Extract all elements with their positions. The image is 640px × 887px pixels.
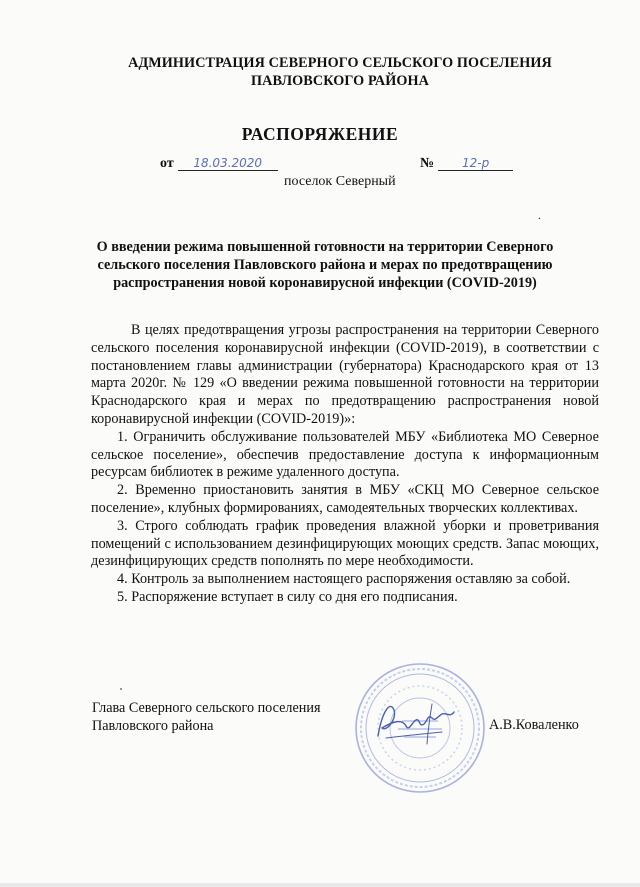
- organization-header: [60, 54, 620, 90]
- document-subject: [90, 238, 560, 292]
- order-item: 3. Строго соблюдать график проведения влажной уборки и проветривания помещений с использованием дезинфицирующих моющих средств. Запас моющих, дезинфицирующих средств пополнять по мере необходимости.: [91, 517, 599, 570]
- signatory-title: [92, 700, 320, 735]
- signatory-name: А.В.Коваленко: [489, 717, 579, 733]
- district-name: ПАВЛОВСКОГО РАЙОНА: [251, 73, 429, 89]
- number-field: [420, 156, 513, 172]
- handwritten-signature: [372, 692, 457, 752]
- number-value: 12-р: [438, 156, 513, 171]
- place-of-issue: поселок Северный: [284, 174, 396, 189]
- date-value: 18.03.2020: [178, 156, 278, 171]
- document-body: [91, 322, 599, 607]
- intro-paragraph: В целях предотвращения угрозы распространения на территории Северного сельского поселения коронавирусной инфекции (COVID-2019), в соответствии с постановлением главы администрации (губернатора) Краснодарского края от 13 марта 2020г. № 129 «О введении режима повышенной готовности на территории Краснодарского края и мерах по предотвращению распространения новой коронавирусной инфекции (COVID-2019)»:: [91, 322, 599, 427]
- scan-edge: [0, 883, 640, 887]
- order-item: 1. Ограничить обслуживание пользователей МБУ «Библиотека МО Северное сельское поселение», обеспечив предоставление доступа к информационным ресурсам библиотек в режиме удаленного доступа.: [91, 428, 599, 481]
- order-item: 2. Временно приостановить занятия в МБУ «СКЦ МО Северное сельское поселение», клубных формированиях, самодеятельных творческих коллективах.: [91, 482, 599, 516]
- order-item: 5. Распоряжение вступает в силу со дня его подписания.: [117, 588, 458, 605]
- date-prefix: от: [160, 156, 174, 171]
- order-item: 4. Контроль за выполнением настоящего распоряжения оставляю за собой.: [117, 571, 571, 588]
- subject-line: сельского поселения Павловского района и мерах по предотвращению: [97, 257, 553, 273]
- date-field: [160, 156, 278, 172]
- signatory-title-line: Глава Северного сельского поселения: [92, 700, 321, 716]
- subject-line: О введении режима повышенной готовности на территории Северного: [96, 239, 554, 255]
- ink-mark: [120, 688, 122, 690]
- stray-dot: .: [538, 208, 541, 222]
- subject-line: распространения новой коронавирусной инфекции (COVID-2019): [113, 275, 537, 291]
- document-title: РАСПОРЯЖЕНИЕ: [241, 124, 399, 144]
- organization-name: АДМИНИСТРАЦИЯ СЕВЕРНОГО СЕЛЬСКОГО ПОСЕЛЕНИЯ: [128, 55, 552, 71]
- signatory-title-line: Павловского района: [92, 717, 214, 734]
- number-prefix: №: [420, 156, 435, 171]
